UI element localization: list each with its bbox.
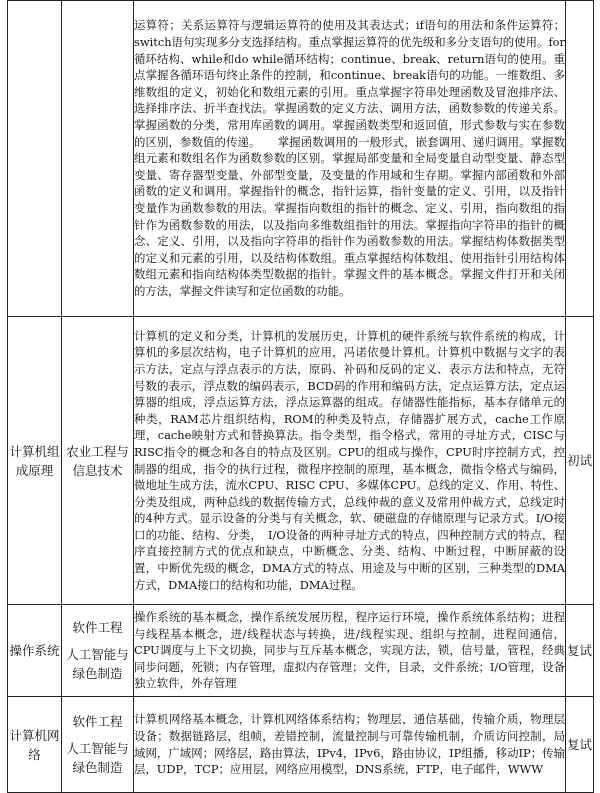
table-row xyxy=(8,605,594,697)
major-name: 软件工程 xyxy=(72,620,123,635)
major-name: 人工智能与绿色制造 xyxy=(66,647,129,681)
table-row xyxy=(8,1,594,317)
major-cell xyxy=(62,317,134,605)
major-name: 软件工程 xyxy=(72,714,123,729)
major-cell xyxy=(62,1,134,317)
content-cell: 运算符；关系运算符与逻辑运算符的使用及其表达式；if语句的用法和条件运算符；switch语句实现多分支选择结构。重点掌握运算符的优先级和多分支语句的使用。for循环结构、while和do while循环结构；continue、break、return语句的使用。重点掌握各循环语句终止条件的控制，和continue、break语句的功能。一维数组、多维数组的定义，初始化和数组元素的引用。重点掌握字符串处理函数及冒泡排序法、选择排序法、折半查找法。掌握函数的定义方法、调用方法，函数参数的传递关系。掌握函数的分类，常用库函数的调用。掌握函数类型和返回值，形式参数与实在参数的区别，参数值的传递。 掌握函数调用的一般形式，嵌套调用、递归调用。掌握数组元素和数组名作为函数参数的区别。掌握局部变量和全局变量自动型变量、静态型变量、寄存器型变量、外部型变量，及变量的作用域和生存期。掌握内部函数和外部函数的定义和调用。掌握指针的概念，指针运算，指针变量的定义、引用，以及指针变量作为函数参数的用法。掌握指向数组的指针的概念、定义、引用，指向数组的指针作为函数参数的用法，以及指向多维数组指针的用法。掌握指向字符串的指针的概念、定义、引用，以及指向字符串的指针作为函数参数的用法。掌握结构体数据类型的定义和元素的引用，以及结构体数组。重点掌握结构体数组、使用指针引用结构体数组元素和指向结构体类型数据的指针。掌握文件的基本概念。掌握文件打开和关闭的方法，掌握文件读写和定位函数的功能。 xyxy=(134,1,566,317)
content-cell: 操作系统的基本概念，操作系统发展历程，程序运行环境，操作系统体系结构；进程与线程基本概念，进/线程状态与转换，进/线程实现、组织与控制，进程间通信，CPU调度与上下文切换，同步与互斥基本概念，实现方法，锁，信号量，管程，经典同步问题，死锁；内存管理，虚拟内存管理；文件，目录，文件系统；I/O管理，设备独立软件，外存管理 xyxy=(134,605,566,697)
course-name-cell xyxy=(8,1,62,317)
table-row xyxy=(8,317,594,605)
course-name-cell: 计算机组成原理 xyxy=(8,317,62,605)
exam-type-cell xyxy=(566,1,594,317)
exam-type-cell: 复试 xyxy=(566,605,594,697)
exam-type-cell: 初试 xyxy=(566,317,594,605)
major-cell xyxy=(62,697,134,793)
syllabus-table xyxy=(7,0,594,793)
content-cell: 计算机的定义和分类，计算机的发展历史，计算机的硬件系统与软件系统的构成，计算机的多层次结构，电子计算机的应用，冯诺依曼计算机。计算机中数据与文字的表示方法，定点与浮点表示的方法，原码、补码和反码的定义、表示方法和特点，无符号数的表示，浮点数的编码表示，BCD码的作用和编码方法，定点运算方法，定点运算器的组成，浮点运算方法，浮点运算器的组成。存储器性能指标，基本存储单元的种类，RAM芯片组织结构，ROM的种类及特点，存储器扩展方式，cache工作原理，cache映射方式和替换算法。指令类型，指令格式，常用的寻址方式，CISC与RISC指令的概念和各自的特点及区别。CPU的组成与操作，CPU时序控制方式，控制器的组成，指令的执行过程，微程序控制的原理，基本概念，微指令格式与编码，微地址生成方法，流水CPU、RISC CPU、多媒体CPU。总线的定义、作用、特性、分类及组成，两种总线的数据传输方式，总线仲裁的意义及常用仲裁方式，总线定时的4种方式。显示设备的分类与有关概念，软、硬磁盘的存储原理与记录方式。I/O接口的功能、结构、分类， I/O设备的两种寻址方式的特点，四种控制方式的特点，程序直接控制方式的优点和缺点，中断概念、分类、结构、中断过程，中断屏蔽的设置，中断优先级的概念，DMA方式的特点、用途及与中断的区别，三种类型的DMA方式，DMA接口的结构和功能，DMA过程。 xyxy=(134,317,566,605)
content-cell: 计算机网络基本概念，计算机网络体系结构；物理层，通信基础，传输介质，物理层设备；数据链路层，组帧，差错控制，流量控制与可靠传输机制，介质访问控制，局域网，广域网；网络层，路由算法，IPv4，IPv6，路由协议，IP组播，移动IP；传输层，UDP，TCP；应用层，网络应用模型，DNS系统，FTP，电子邮件，WWW xyxy=(134,697,566,793)
major-cell xyxy=(62,605,134,697)
exam-type-cell: 复试 xyxy=(566,697,594,793)
course-name-cell: 操作系统 xyxy=(8,605,62,697)
major-name: 农业工程与信息技术 xyxy=(66,443,129,478)
major-name: 人工智能与绿色制造 xyxy=(66,741,129,775)
table-row xyxy=(8,697,594,793)
course-name-cell: 计算机网络 xyxy=(8,697,62,793)
